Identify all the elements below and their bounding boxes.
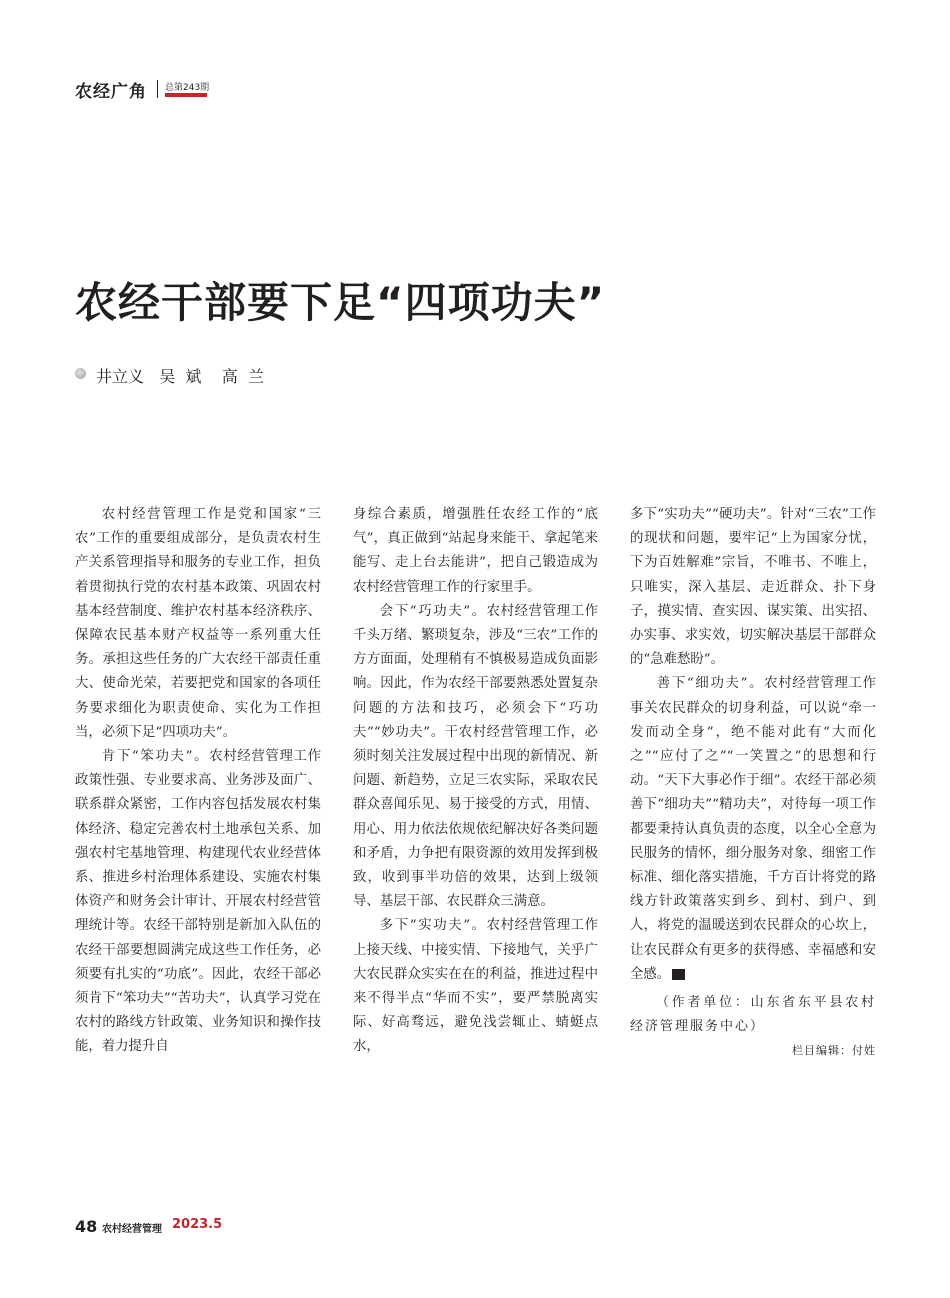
paragraph-shi-gongfu-text: 农村经营管理工作上接天线、中接实情、下接地气，关乎广大农民群众实实在在的利益，推进过程中来不得半点“华而不实”，要严禁脱离实际、好高骛远，避免浅尝辄止、蜻蜓点水， [353, 918, 598, 1055]
author-bullet-icon [75, 368, 86, 379]
author-unit: （作者单位：山东省东平县农村经济管理服务中心） [630, 995, 876, 1035]
paragraph-qiao-gongfu [353, 600, 598, 915]
paragraph-intro: 农村经营管理工作是党和国家“三农”工作的重要组成部分，是负责农村生产关系管理指导和服务的专业工作，担负着贯彻执行党的农村基本政策、巩固农村基本经营制度、维护农村基本经济秩序、保障农民基本财产权益等一系列重大任务。承担这些任务的广大农经干部责任重大、使命光荣，若要把党和国家的各项任务要求细化为职责使命、实化为工作担当，必须下足“四项功夫”。 [75, 507, 321, 740]
section-label: 农经广角 [75, 82, 147, 102]
keyword-qiao-gongfu: 会下“巧功夫”。 [379, 603, 487, 619]
body-column-3 [630, 503, 876, 1061]
issue-underline [165, 93, 207, 97]
paragraph-shi-gongfu-continued: 多下“实功夫”“硬功夫”。针对“三农”工作的现状和问题，要牢记“上为国家分忧，下为百姓解难”宗旨，不唯书、不唯上，只唯实，深入基层、走近群众、扑下身子，摸实情、查实因、谋实策、出实招、办实事、求实效，切实解决基层干部群众的“急难愁盼”。 [630, 507, 876, 668]
column-editor: 栏目编辑：付姓 [792, 1044, 876, 1058]
paragraph-ben-gongfu-text: 农村经营管理工作政策性强、专业要求高、业务涉及面广、联系群众紧密，工作内容包括发展农村集体经济、稳定完善农村土地承包关系、加强农村宅基地管理、构建现代农业经营体系、推进乡村治理体系建设、实施农村集体资产和财务会计审计、开展农村经营管理统计等。农经干部特别是新加入队伍的农经干部要想圆满完成这些工作任务，必须要有扎实的“功底”。因此，农经干部必须肯下“笨功夫”“苦功夫”，认真学习党在农村的路线方针政策、业务知识和操作技能，着力提升自 [75, 749, 321, 1055]
issue-tag: 总第243期 [165, 83, 210, 93]
keyword-shi-gongfu: 多下“实功夫”。 [379, 918, 487, 934]
magazine-name: 农村经营管理 [102, 1224, 162, 1235]
paragraph-ben-gongfu [75, 745, 321, 1060]
paragraph-ben-gongfu-continued: 身综合素质，增强胜任农经工作的“底气”，真正做到“站起身来能干、拿起笔来能写、走上台去能讲”，把自己锻造成为农村经营管理工作的行家里手。 [353, 507, 598, 595]
page-number: 48 [75, 1217, 98, 1236]
keyword-xi-gongfu: 善下“细功夫”。 [656, 676, 765, 692]
paragraph-xi-gongfu-text: 农村经营管理工作事关农民群众的切身利益，可以说“牵一发而动全身”，绝不能对此有“大而化之”“应付了之”“一笑置之”的思想和行动。“天下大事必作于细”。农经干部必须善下“细功夫”“精功夫”，对待每一项工作都要秉持认真负责的态度，以全心全意为民服务的情怀，细分服务对象、细密工作标准、细化落实措施，千方百计将党的路线方针政策落实到乡、到村、到户、到人，将党的温暖送到农民群众的心坎上，让农民群众有更多的获得感、幸福感和安全感。 [630, 676, 876, 982]
header-divider [157, 80, 158, 98]
keyword-ben-gongfu: 肯下“笨功夫”。 [101, 749, 210, 765]
body-column-2 [353, 503, 598, 1060]
paragraph-xi-gongfu [630, 672, 876, 987]
magazine-date: 2023.5 [172, 1217, 223, 1232]
paragraph-qiao-gongfu-text: 农村经营管理工作千头万绪、繁琐复杂，涉及“三农”工作的方方面面，处理稍有不慎极易造成负面影响。因此，作为农经干部要熟悉处置复杂问题的方法和技巧，必须会下“巧功夫”“妙功夫”。干农村经营管理工作，必须时刻关注发展过程中出现的新情况、新问题、新趋势，立足三农实际，采取农民群众喜闻乐见、易于接受的方式，用情、用心、用力依法依规依纪解决好各类问题和矛盾，力争把有限资源的效用发挥到极致，收到事半功倍的效果，达到上级领导、基层干部、农民群众三满意。 [353, 603, 598, 910]
end-mark-icon: ▲ [672, 969, 685, 980]
body-column-1 [75, 503, 321, 1060]
paragraph-shi-gongfu [353, 914, 598, 1059]
article-title: 农经干部要下足“四项功夫” [75, 278, 606, 327]
author-line: 井立义 吴 斌 高 兰 [96, 367, 264, 386]
